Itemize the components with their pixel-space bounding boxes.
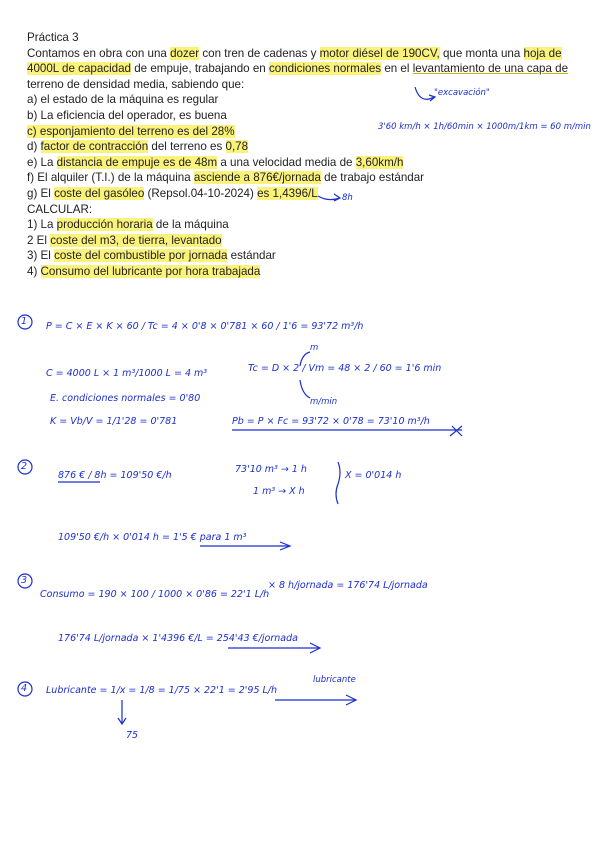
step-1-efficiency: E. condiciones normales = 0'80 <box>50 393 201 404</box>
note-speed-conversion: 3'60 km/h × 1h/60min × 1000m/1km = 60 m/min <box>378 122 591 132</box>
item-d: d) factor de contracción del terreno es 0,78 <box>27 140 249 154</box>
arrow-step-4-result <box>346 695 356 705</box>
question-1: 1) La producción horaria de la máquina <box>27 218 229 232</box>
step-3-number: 3 <box>21 575 28 586</box>
problem-statement <box>27 30 575 280</box>
item-e: e) La distancia de empuje es de 48m a una velocidad media de 3,60km/h <box>27 155 404 169</box>
step-2-proportion-1: 73'10 m³ → 1 h <box>235 464 307 475</box>
step-2-hourly-rate: 876 € / 8h = 109'50 €/h <box>58 470 172 481</box>
step-2-number: 2 <box>21 461 28 472</box>
step-1-tc-note-m: m <box>310 343 319 353</box>
step-1-tc-note-mmin: m/min <box>310 397 338 407</box>
statement-line-1: Contamos en obra con una dozer con tren de cadenas y motor diésel de 190CV, que monta una hoja de <box>27 46 562 60</box>
step-1-capacity: C = 4000 L × 1 m³/1000 L = 4 m³ <box>46 368 208 379</box>
step-4-number: 4 <box>21 683 28 694</box>
item-c: c) esponjamiento del terreno es del 28% <box>27 124 235 138</box>
title: Práctica 3 <box>27 31 79 44</box>
step-1-production-formula: P = C × E × K × 60 / Tc = 4 × 0'8 × 0'781 × 60 / 1'6 = 93'72 m³/h <box>46 321 364 332</box>
item-g: g) El coste del gasóleo (Repsol.04-10-2024) es 1,4396/L <box>27 186 318 200</box>
item-f: f) El alquiler (T.I.) de la máquina asciende a 876€/jornada de trabajo estándar <box>27 171 425 185</box>
note-excavacion: "excavación" <box>434 88 490 98</box>
question-4: 4) Consumo del lubricante por hora trabajada <box>27 264 261 278</box>
step-1-bank-production: Pb = P × Fc = 93'72 × 0'78 = 73'10 m³/h <box>232 416 430 427</box>
item-a: a) el estado de la máquina es regular <box>27 93 219 107</box>
step-4-denominator: 75 <box>126 730 139 741</box>
step-3-fuel-cost: 176'74 L/jornada × 1'4396 €/L = 254'43 €/jornada <box>58 633 298 644</box>
question-2: 2 El coste del m3, de tierra, levantado <box>27 233 222 247</box>
step-2-cost-per-m3: 109'50 €/h × 0'014 h = 1'5 € para 1 m³ <box>58 532 247 543</box>
step-2-x-result: X = 0'014 h <box>345 470 402 481</box>
lubricant-down-arrow <box>118 700 126 724</box>
arrow-step-3-result <box>310 643 320 653</box>
question-3: 3) El coste del combustible por jornada estándar <box>27 249 276 263</box>
note-hours: 8h <box>342 193 353 203</box>
step-3-consumption-per-shift: × 8 h/jornada = 176'74 L/jornada <box>268 580 428 591</box>
step-4-lubricant-note: lubricante <box>313 675 356 685</box>
step-1-cycle-time: Tc = D × 2 / Vm = 48 × 2 / 60 = 1'6 min <box>248 363 442 374</box>
calcular-heading: CALCULAR: <box>27 202 93 216</box>
step-3-consumption: Consumo = 190 × 100 / 1000 × 0'86 = 22'1 L/h <box>40 589 270 600</box>
item-b: b) La eficiencia del operador, es buena <box>27 108 227 122</box>
arrow-step-2-result <box>280 542 290 550</box>
step-2-proportion-2: 1 m³ → X h <box>253 486 305 497</box>
statement-line-3: terreno de densidad media, sabiendo que: <box>27 77 245 91</box>
step-4-lubricant: Lubricante = 1/x = 1/8 = 1/75 × 22'1 = 2'95 L/h <box>46 685 278 696</box>
arrow-tc-mmin <box>300 380 310 398</box>
arrow-step-1-result <box>450 426 462 436</box>
step-1-number: 1 <box>21 316 28 327</box>
statement-line-2: 4000L de capacidad de empuje, trabajando en condiciones normales en el levantamiento de una capa de <box>27 62 569 76</box>
brace-step-2 <box>336 462 340 504</box>
step-1-swell-factor: K = Vb/V = 1/1'28 = 0'781 <box>50 416 178 427</box>
